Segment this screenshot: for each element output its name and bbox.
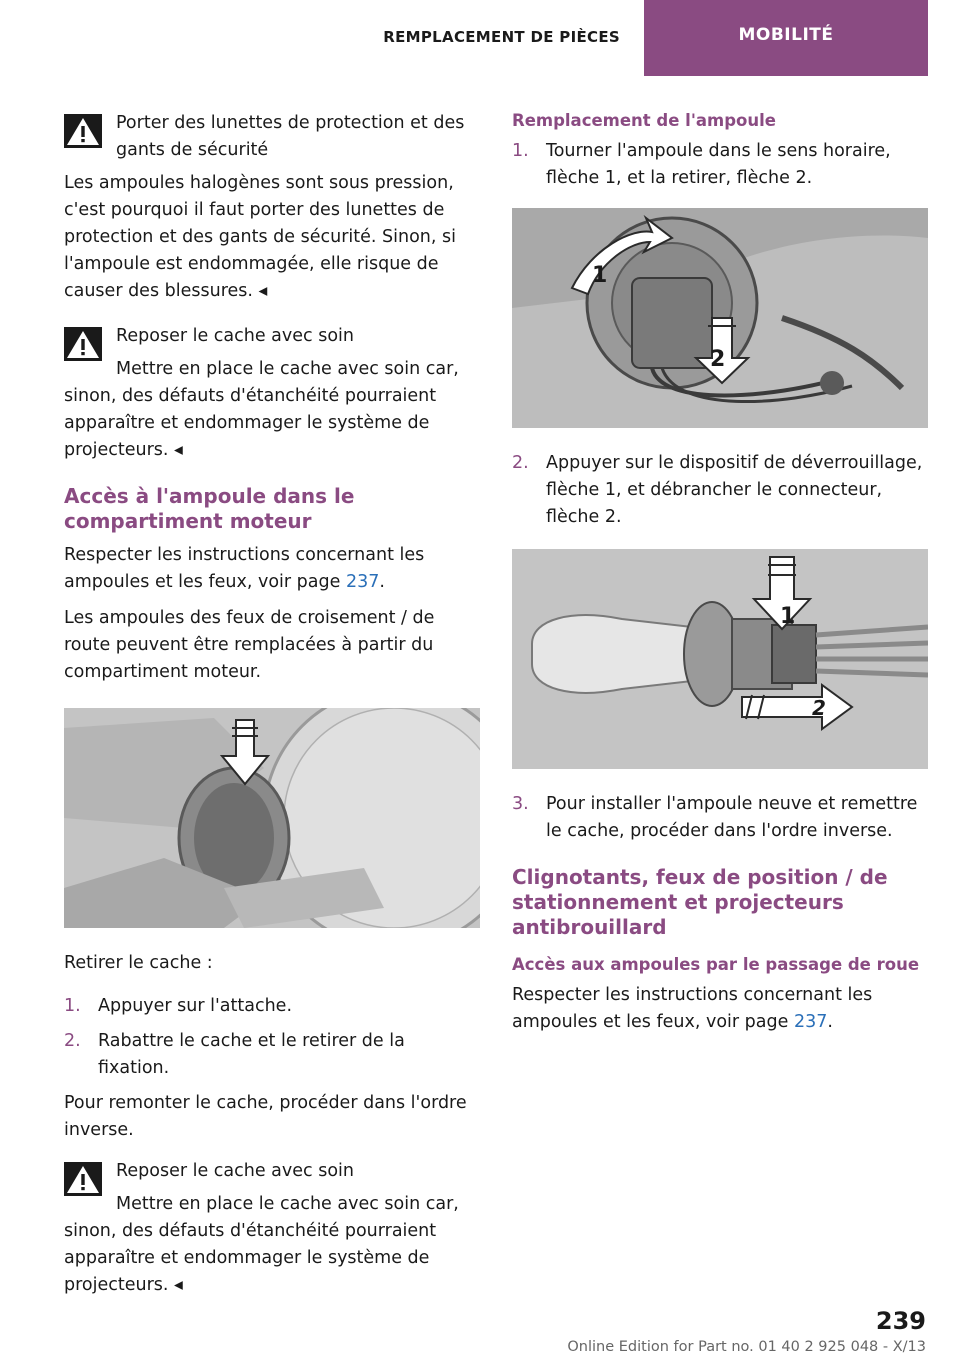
left-column bbox=[64, 110, 480, 1309]
step-number: 1. bbox=[512, 141, 529, 161]
step-number: 2. bbox=[64, 1031, 81, 1051]
arrow-label-1: 1 bbox=[780, 604, 796, 629]
step-number: 3. bbox=[512, 794, 529, 814]
step-text: Appuyer sur l'attache. bbox=[98, 996, 293, 1016]
arrow-label-2: 2 bbox=[710, 347, 726, 372]
warning-title: Porter des lunettes de protection et des gants de sécurité bbox=[116, 113, 465, 160]
paragraph-text: Respecter les instructions concernant les ampoules et les feux, voir page bbox=[512, 985, 873, 1032]
page-number: 239 bbox=[875, 1307, 926, 1335]
chapter-tab-label: MOBILITÉ bbox=[738, 25, 834, 45]
list-item bbox=[512, 450, 928, 531]
warning-text: Les ampoules halogènes sont sous pression, c'est pourquoi il faut porter des lunettes de protection et des gants de sécurité. Sinon, si l'ampoule est endommagée, elle risque de causer des blessures. ◂ bbox=[64, 173, 456, 301]
paragraph: Les ampoules des feux de croisement / de route peuvent être remplacées à partir du compartiment moteur. bbox=[64, 608, 435, 682]
list-item bbox=[512, 791, 928, 845]
arrow-label-1: 1 bbox=[592, 263, 608, 288]
subsection-heading: Remplacement de l'ampoule bbox=[512, 111, 776, 130]
warning-title: Reposer le cache avec soin bbox=[116, 1161, 354, 1181]
arrow-label-2: 2 bbox=[812, 696, 826, 720]
step-text: Pour installer l'ampoule neuve et remettre le cache, procéder dans l'ordre inverse. bbox=[546, 794, 918, 841]
warning-icon bbox=[64, 327, 102, 361]
connector-release-illustration bbox=[512, 549, 928, 769]
step-text: Appuyer sur le dispositif de déverrouillage, flèche 1, et débrancher le connecteur, flèche 2. bbox=[546, 453, 923, 527]
page-link[interactable]: 237 bbox=[793, 1012, 828, 1032]
paragraph-text: Respecter les instructions concernant les ampoules et les feux, voir page bbox=[64, 545, 425, 592]
headlight-cover-illustration bbox=[64, 708, 480, 928]
steps-list bbox=[512, 450, 928, 531]
list-item bbox=[64, 1028, 480, 1082]
figure-connector-release bbox=[512, 549, 928, 769]
step-number: 2. bbox=[512, 453, 529, 473]
steps-list bbox=[512, 791, 928, 845]
steps-list bbox=[512, 138, 928, 192]
paragraph-text: . bbox=[827, 1012, 833, 1032]
warning-block bbox=[64, 1158, 480, 1299]
paragraph bbox=[64, 542, 480, 596]
warning-block bbox=[64, 110, 480, 305]
step-text: Rabattre le cache et le retirer de la fixation. bbox=[98, 1031, 405, 1078]
section-title: REMPLACEMENT DE PIÈCES bbox=[383, 28, 620, 46]
warning-text: Mettre en place le cache avec soin car, sinon, des défauts d'étanchéité pourraient apparaître et endommager le système de projecteurs. ◂ bbox=[64, 359, 459, 460]
section-heading: Accès à l'ampoule dans le compartiment moteur bbox=[64, 484, 355, 533]
chapter-tab bbox=[644, 0, 928, 76]
section-heading: Clignotants, feux de position / de stationnement et projecteurs antibrouillard bbox=[512, 865, 888, 939]
subsection-heading: Accès aux ampoules par le passage de roue bbox=[512, 955, 920, 974]
page-footer bbox=[0, 1292, 960, 1362]
bulb-rotation-illustration bbox=[512, 208, 928, 428]
figure-bulb-rotation bbox=[512, 208, 928, 428]
right-column bbox=[512, 110, 928, 1045]
page-header bbox=[0, 0, 960, 78]
list-item bbox=[64, 993, 480, 1020]
step-text: Tourner l'ampoule dans le sens horaire, flèche 1, et la retirer, flèche 2. bbox=[546, 141, 891, 188]
paragraph bbox=[512, 982, 928, 1036]
edition-text: Online Edition for Part no. 01 40 2 925 048 - X/13 bbox=[567, 1339, 926, 1355]
caption: Retirer le cache : bbox=[64, 953, 213, 973]
warning-icon bbox=[64, 1162, 102, 1196]
warning-text: Mettre en place le cache avec soin car, sinon, des défauts d'étanchéité pourraient apparaître et endommager le système de projecteurs. ◂ bbox=[64, 1194, 459, 1295]
step-number: 1. bbox=[64, 996, 81, 1016]
figure-headlight-cover bbox=[64, 708, 480, 928]
paragraph-text: . bbox=[379, 572, 385, 592]
page-link[interactable]: 237 bbox=[345, 572, 380, 592]
paragraph: Pour remonter le cache, procéder dans l'ordre inverse. bbox=[64, 1093, 467, 1140]
warning-block bbox=[64, 323, 480, 464]
warning-title: Reposer le cache avec soin bbox=[116, 326, 354, 346]
list-item bbox=[512, 138, 928, 192]
steps-list bbox=[64, 993, 480, 1082]
warning-icon bbox=[64, 114, 102, 148]
